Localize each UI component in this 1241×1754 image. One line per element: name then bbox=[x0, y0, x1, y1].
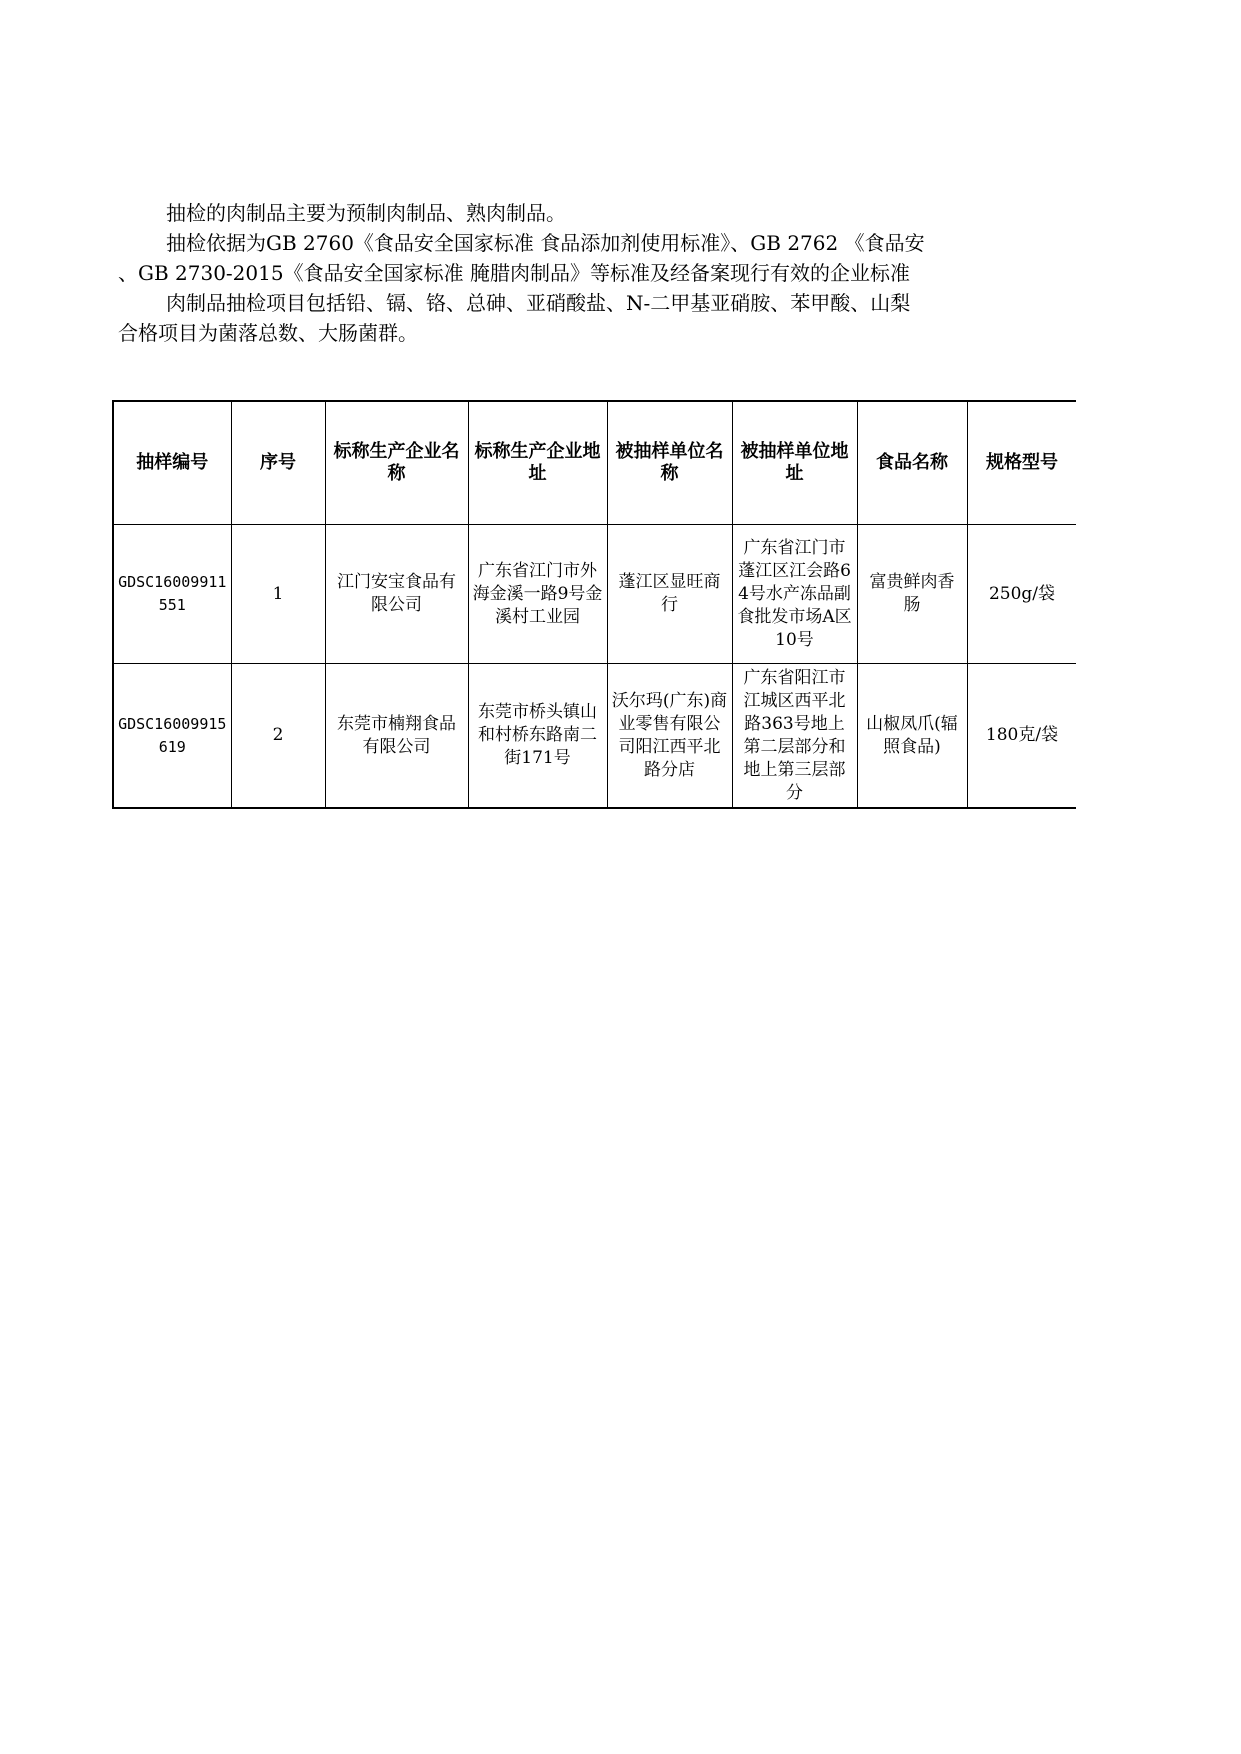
cell-producer-name: 江门安宝食品有限公司 bbox=[325, 525, 468, 664]
header-row bbox=[113, 401, 1076, 525]
intro-line-5: 合格项目为菌落总数、大肠菌群。 bbox=[118, 321, 418, 345]
cell-spec: 250g/袋 bbox=[967, 525, 1076, 664]
cell-sampled-name: 蓬江区显旺商行 bbox=[607, 525, 732, 664]
intro-line-3: 、GB 2730-2015《食品安全国家标准 腌腊肉制品》等标准及经备案现行有效的企业标准 bbox=[118, 261, 910, 285]
intro-line-1: 抽检的肉制品主要为预制肉制品、熟肉制品。 bbox=[166, 201, 566, 225]
header-food-name: 食品名称 bbox=[857, 401, 967, 525]
header-seq: 序号 bbox=[231, 401, 325, 525]
cell-sampled-addr: 广东省江门市蓬江区江会路64号水产冻品副食批发市场A区10号 bbox=[732, 525, 857, 664]
cell-spec: 180克/袋 bbox=[967, 664, 1076, 809]
cell-sample-no: GDSC16009911551 bbox=[113, 525, 231, 664]
intro-line-2: 抽检依据为GB 2760《食品安全国家标准 食品添加剂使用标准》、GB 2762 《食品安 bbox=[166, 231, 925, 255]
cell-seq: 1 bbox=[231, 525, 325, 664]
inspection-table-container bbox=[112, 400, 1076, 809]
cell-sampled-addr: 广东省阳江市江城区西平北路363号地上第二层部分和地上第三层部分 bbox=[732, 664, 857, 809]
header-producer-addr: 标称生产企业地址 bbox=[468, 401, 607, 525]
cell-food-name: 富贵鲜肉香肠 bbox=[857, 525, 967, 664]
inspection-table bbox=[112, 400, 1076, 809]
header-producer-name: 标称生产企业名称 bbox=[325, 401, 468, 525]
intro-line-4: 肉制品抽检项目包括铅、镉、铬、总砷、亚硝酸盐、N-二甲基亚硝胺、苯甲酸、山梨 bbox=[166, 291, 911, 315]
cell-food-name: 山椒凤爪(辐照食品) bbox=[857, 664, 967, 809]
header-spec: 规格型号 bbox=[967, 401, 1076, 525]
cell-sampled-name: 沃尔玛(广东)商业零售有限公司阳江西平北路分店 bbox=[607, 664, 732, 809]
header-sampled-name: 被抽样单位名称 bbox=[607, 401, 732, 525]
table-row bbox=[113, 525, 1076, 664]
cell-producer-addr: 广东省江门市外海金溪一路9号金溪村工业园 bbox=[468, 525, 607, 664]
table-row bbox=[113, 664, 1076, 809]
cell-sample-no: GDSC16009915619 bbox=[113, 664, 231, 809]
intro-text bbox=[118, 198, 1080, 348]
header-sample-no: 抽样编号 bbox=[113, 401, 231, 525]
header-sampled-addr: 被抽样单位地址 bbox=[732, 401, 857, 525]
cell-producer-name: 东莞市楠翔食品有限公司 bbox=[325, 664, 468, 809]
cell-seq: 2 bbox=[231, 664, 325, 809]
cell-producer-addr: 东莞市桥头镇山和村桥东路南二街171号 bbox=[468, 664, 607, 809]
